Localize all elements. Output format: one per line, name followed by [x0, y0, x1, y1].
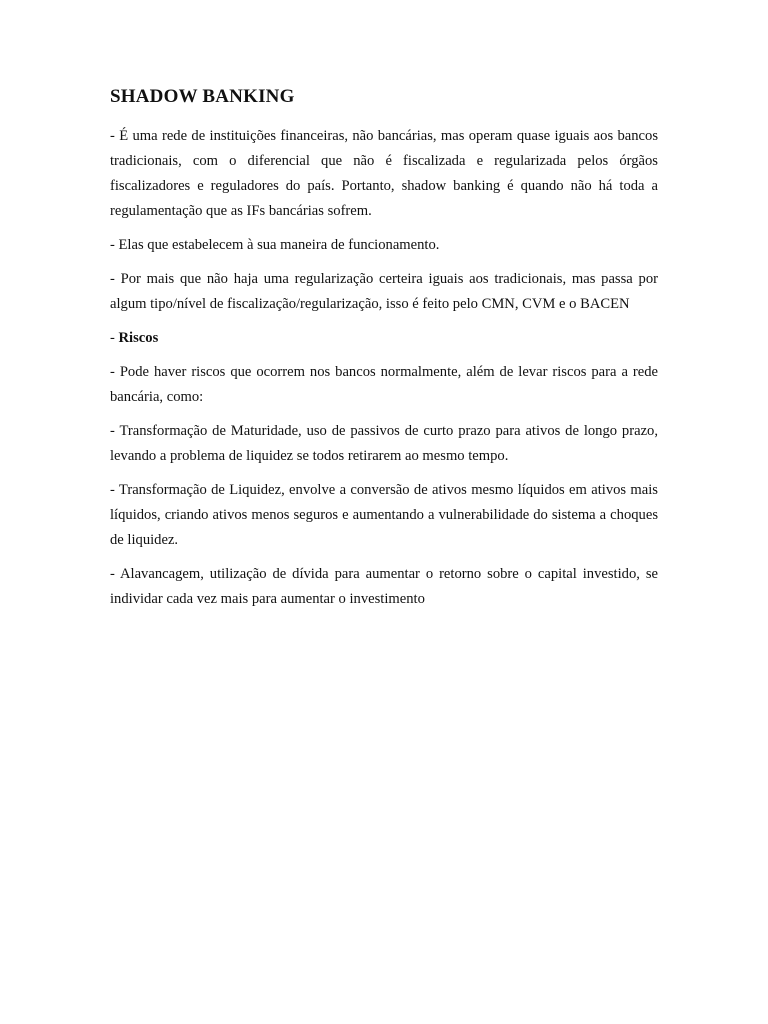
document-title: SHADOW BANKING — [110, 86, 295, 107]
paragraph-leverage: - Alavancagem, utilização de dívida para aumentar o retorno sobre o capital investido, se individar cada vez mais para aumentar o investimento — [110, 566, 658, 607]
paragraph-maturity-transformation: - Transformação de Maturidade, uso de passivos de curto prazo para ativos de longo prazo, levando a problema de liquidez se todos retirarem ao mesmo tempo. — [110, 423, 658, 464]
risks-heading-label: Riscos — [118, 330, 159, 346]
risks-heading — [110, 326, 658, 351]
paragraph-definition: - É uma rede de instituições financeiras, não bancárias, mas operam quase iguais aos bancos tradicionais, com o diferencial que não é fiscalizada e regularizada pelos órgãos fiscalizadores e reguladores do país. Portanto, shadow banking é quando não há toda a regulamentação que as IFs bancárias sofrem. — [110, 128, 658, 219]
paragraph-liquidity-transformation: - Transformação de Liquidez, envolve a conversão de ativos mesmo líquidos em ativos mais líquidos, criando ativos menos seguros e aumentando a vulnerabilidade do sistema a choques de liquidez. — [110, 482, 658, 548]
document-body — [110, 84, 658, 621]
paragraph-functioning: - Elas que estabelecem à sua maneira de funcionamento. — [110, 237, 440, 253]
paragraph-regulation: - Por mais que não haja uma regularização certeira iguais aos tradicionais, mas passa por algum tipo/nível de fiscalização/regularização, isso é feito pelo CMN, CVM e o BACEN — [110, 271, 658, 312]
risks-heading-prefix: - — [110, 330, 119, 346]
paragraph-risks-intro: - Pode haver riscos que ocorrem nos bancos normalmente, além de levar riscos para a rede bancária, como: — [110, 364, 658, 405]
